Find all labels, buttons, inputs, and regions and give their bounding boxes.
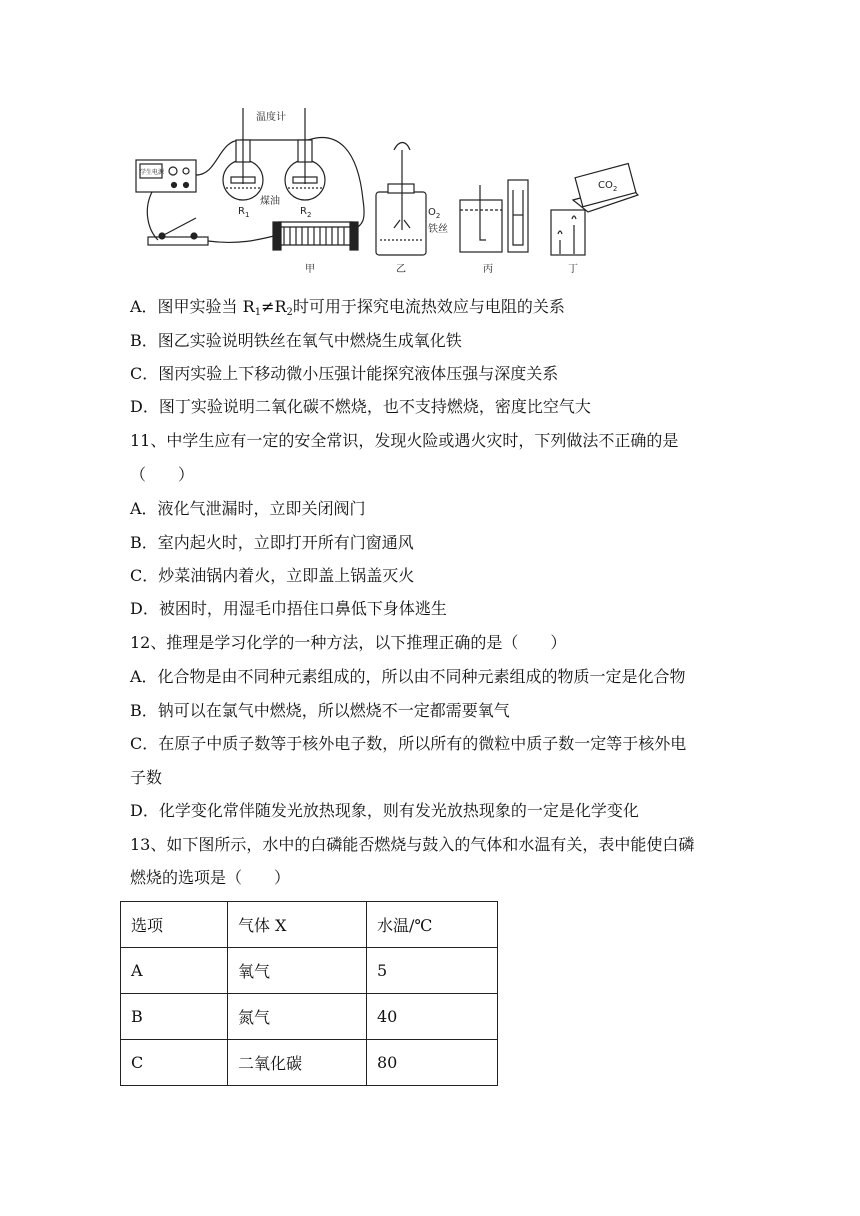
caption-ding: 丁 bbox=[568, 264, 578, 275]
kerosene-label: 煤油 bbox=[260, 196, 280, 207]
caption-yi: 乙 bbox=[396, 264, 406, 275]
o2-sub: 2 bbox=[435, 212, 441, 220]
table-header-row bbox=[121, 902, 498, 948]
table-cell: 80 bbox=[367, 1040, 498, 1086]
power-supply-diagram bbox=[136, 160, 196, 192]
q10-option-a-text-3: 时可用于探究电流热效应与电阻的关系 bbox=[292, 297, 565, 316]
table-cell: A bbox=[121, 948, 228, 994]
caption-bing: 丙 bbox=[483, 264, 493, 275]
o2-label: O bbox=[428, 207, 436, 218]
table-cell: 氧气 bbox=[228, 948, 367, 994]
q10-option-a-text-2: ≠R bbox=[261, 297, 287, 316]
q12-option-a: A．化合物是由不同种元素组成的，所以由不同种元素组成的物质一定是化合物 bbox=[130, 667, 686, 686]
co2-candle-diagram bbox=[551, 164, 638, 255]
table-cell: C bbox=[121, 1040, 228, 1086]
caption-jia: 甲 bbox=[305, 264, 315, 275]
svg-text:R2 bbox=[300, 206, 311, 219]
power-supply-label: 学生电源 bbox=[140, 169, 165, 176]
table-cell: 二氧化碳 bbox=[228, 1040, 367, 1086]
table-row bbox=[121, 1040, 498, 1086]
q12-option-c-line1: C．在原子中质子数等于核外电子数，所以所有的微粒中质子数一定等于核外电 bbox=[130, 734, 687, 753]
table-cell: B bbox=[121, 994, 228, 1040]
table-row bbox=[121, 994, 498, 1040]
q12-option-b: B．钠可以在氯气中燃烧，所以燃烧不一定都需要氧气 bbox=[130, 701, 510, 720]
q13-stem-line2: 燃烧的选项是（ ） bbox=[130, 868, 291, 887]
q10-option-a-text-1: A．图甲实验当 R bbox=[130, 297, 255, 316]
q10-option-b: B．图乙实验说明铁丝在氧气中燃烧生成氧化铁 bbox=[130, 331, 462, 350]
svg-text:R1 bbox=[238, 206, 249, 219]
table-cell: 40 bbox=[367, 994, 498, 1040]
iron-wire-label: 铁丝 bbox=[428, 224, 448, 235]
flask-r2-diagram bbox=[285, 108, 325, 200]
rheostat-diagram bbox=[273, 222, 358, 250]
pressure-gauge-diagram bbox=[460, 180, 528, 252]
table-cell: 5 bbox=[367, 948, 498, 994]
q10-option-a bbox=[130, 296, 565, 324]
r1-sub: 1 bbox=[244, 211, 250, 219]
q10-option-a-sub-2: 2 bbox=[286, 307, 293, 318]
q12-option-c-line2: 子数 bbox=[130, 768, 163, 787]
q11-stem: 11、中学生应有一定的安全常识，发现火险或遇火灾时，下列做法不正确的是 bbox=[130, 431, 679, 450]
co2-label: CO bbox=[598, 180, 613, 191]
table-header-cell: 选项 bbox=[121, 902, 228, 948]
oxygen-jar-diagram bbox=[376, 143, 426, 256]
q10-option-d: D．图丁实验说明二氧化碳不燃烧，也不支持燃烧，密度比空气大 bbox=[130, 397, 591, 416]
table-cell: 氮气 bbox=[228, 994, 367, 1040]
q11-option-b: B．室内起火时，立即打开所有门窗通风 bbox=[130, 533, 414, 552]
q12-option-d: D．化学变化常伴随发光放热现象，则有发光放热现象的一定是化学变化 bbox=[130, 801, 639, 820]
svg-text:O2 bbox=[428, 207, 440, 220]
q12-stem: 12、推理是学习化学的一种方法，以下推理正确的是（ ） bbox=[130, 633, 567, 652]
q11-answer-blank: （ ） bbox=[130, 465, 195, 484]
r2-sub: 2 bbox=[306, 211, 312, 219]
thermometer-label: 温度计 bbox=[256, 112, 286, 123]
q11-option-d: D．被困时，用湿毛巾捂住口鼻低下身体逃生 bbox=[130, 599, 447, 618]
q11-option-c: C．炒菜油锅内着火，立即盖上锅盖灭火 bbox=[130, 566, 415, 585]
table-header-cell: 水温/℃ bbox=[367, 902, 498, 948]
switch-diagram bbox=[148, 218, 208, 245]
q13-stem-line1: 13、如下图所示，水中的白磷能否燃烧与鼓入的气体和水温有关，表中能使白磷 bbox=[130, 835, 695, 854]
q10-option-c: C．图丙实验上下移动微小压强计能探究液体压强与深度关系 bbox=[130, 364, 559, 383]
r1-label: R bbox=[238, 206, 245, 217]
experiment-figure bbox=[128, 100, 658, 285]
table-header-cell: 气体 X bbox=[228, 902, 367, 948]
q13-options-table bbox=[120, 901, 498, 1086]
q10-option-a-sub-1: 1 bbox=[254, 307, 262, 318]
r2-label: R bbox=[300, 206, 307, 217]
q11-option-a: A．液化气泄漏时，立即关闭阀门 bbox=[130, 499, 366, 518]
table-row bbox=[121, 948, 498, 994]
co2-sub: 2 bbox=[612, 185, 618, 193]
